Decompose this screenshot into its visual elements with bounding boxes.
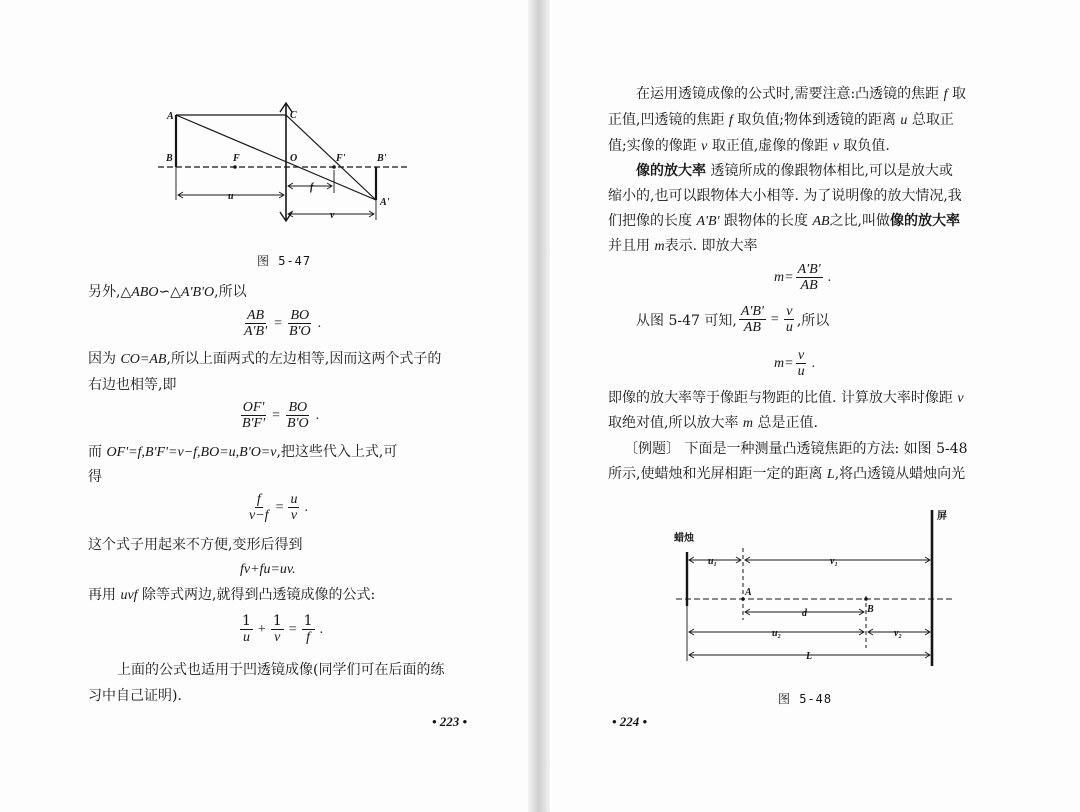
line-9: 习中自己证明). xyxy=(88,688,182,704)
line-1: 另外,△ABO∽△A'B'O,所以 xyxy=(88,284,247,300)
label-A: A xyxy=(167,111,174,122)
label-A-prime: A' xyxy=(380,197,390,208)
label-u: u xyxy=(228,191,234,202)
r-line-5: 缩小的,也可以跟物体大小相等. 为了说明像的放大情况,我 xyxy=(608,188,962,204)
equation-of-ratio: $\frac{OF'}{B'F'}$ = $\frac{BO}{B'O}$ . xyxy=(242,400,320,431)
line-6: 这个式子用起来不方便,变形后得到 xyxy=(88,537,303,553)
label-L: L xyxy=(806,651,813,662)
label-lens-B: B xyxy=(867,604,874,615)
line-3: 右边也相等,即 xyxy=(88,377,177,393)
r-line-6: 们把像的长度 A'B' 跟物体的长度 AB之比,叫做像的放大率 xyxy=(608,213,961,229)
label-B: B xyxy=(166,153,173,164)
label-lens-A: A xyxy=(745,587,752,598)
label-candle: 蜡烛 xyxy=(674,533,694,544)
r-line-1: 在运用透镜成像的公式时,需要注意:凸透镜的焦距 f 取 xyxy=(636,86,966,102)
label-O: O xyxy=(290,153,298,164)
left-page xyxy=(0,0,528,812)
figure-5-47-caption: 图 5-47 xyxy=(257,254,312,268)
heading-magnification: 像的放大率 xyxy=(636,163,706,179)
page-number-223: • 223 • xyxy=(432,714,468,729)
label-C: C xyxy=(290,110,297,121)
r-line-12: 所示,使蜡烛和光屏相距一定的距离 L,将凸透镜从蜡烛向光 xyxy=(608,466,966,482)
line-2: 因为 CO=AB,所以上面两式的左边相等,因而这两个式子的 xyxy=(88,351,442,367)
label-screen: 屏 xyxy=(937,511,947,522)
label-F: F xyxy=(233,153,240,164)
r-line-8: 从图 5-47 可知, $\frac{A'B'}{AB}$ = $\frac{v}{u}$ ,所以 xyxy=(636,304,830,335)
figure-5-47 xyxy=(150,98,410,228)
line-7: 再用 uvf 除等式两边,就得到凸透镜成像的公式: xyxy=(88,587,376,603)
r-line-4: 像的放大率 透镜所成的像跟物体相比,可以是放大或 xyxy=(636,163,953,179)
equation-m-v-over-u: m= $\frac{v}{u}$ . xyxy=(774,348,816,379)
label-v2: v₂ xyxy=(894,628,902,639)
equation-fv-fu: fv+fu=uv. xyxy=(240,562,296,577)
label-F-prime: F' xyxy=(336,153,346,164)
line-8: 上面的公式也适用于凹透镜成像(同学们可在后面的练 xyxy=(117,662,445,678)
label-d: d xyxy=(802,608,807,619)
r-line-11: 〔例题〕 下面是一种测量凸透镜焦距的方法: 如图 5-48 xyxy=(624,441,968,457)
r-line-3: 值;实像的像距 v 取正值,虚像的像距 v 取负值. xyxy=(608,138,890,154)
equation-f-over-v-minus-f: $\frac{f}{v-f}$ = $\frac{u}{v}$ . xyxy=(249,492,308,523)
book-gutter xyxy=(528,0,550,812)
equation-m-ratio: m= $\frac{A'B'}{AB}$ . xyxy=(774,262,832,293)
label-f: f xyxy=(310,182,314,193)
label-v: v xyxy=(330,210,335,221)
figure-5-48-caption: 图 5-48 xyxy=(778,692,833,706)
label-u2: u₂ xyxy=(772,628,782,639)
page-number-224: • 224 • xyxy=(612,714,648,729)
r-line-7: 并且用 m表示. 即放大率 xyxy=(608,238,758,254)
line-4: 而 OF'=f,B'F'=v−f,BO=u,B'O=v,把这些代入上式,可 xyxy=(88,444,398,460)
equation-lens-formula: $\frac{1}{u}$ + $\frac{1}{v}$ = $\frac{1}{f}$ . xyxy=(242,613,324,645)
equation-ab-ratio: $\frac{AB}{A'B'}$ = $\frac{BO}{B'O}$ . xyxy=(244,308,322,339)
r-line-9: 即像的放大率等于像距与物距的比值. 计算放大率时像距 v xyxy=(608,390,964,406)
label-v1: v₁ xyxy=(830,556,838,567)
r-line-10: 取绝对值,所以放大率 m 总是正值. xyxy=(608,415,818,431)
line-5: 得 xyxy=(88,469,102,485)
label-u1: u₁ xyxy=(708,556,718,567)
figure-5-48 xyxy=(668,506,958,670)
r-line-2: 正值,凹透镜的焦距 f 取负值;物体到透镜的距离 u 总取正 xyxy=(608,112,954,128)
label-B-prime: B' xyxy=(377,153,387,164)
example-label: 〔例题〕 xyxy=(624,441,680,457)
right-page xyxy=(550,0,1080,812)
